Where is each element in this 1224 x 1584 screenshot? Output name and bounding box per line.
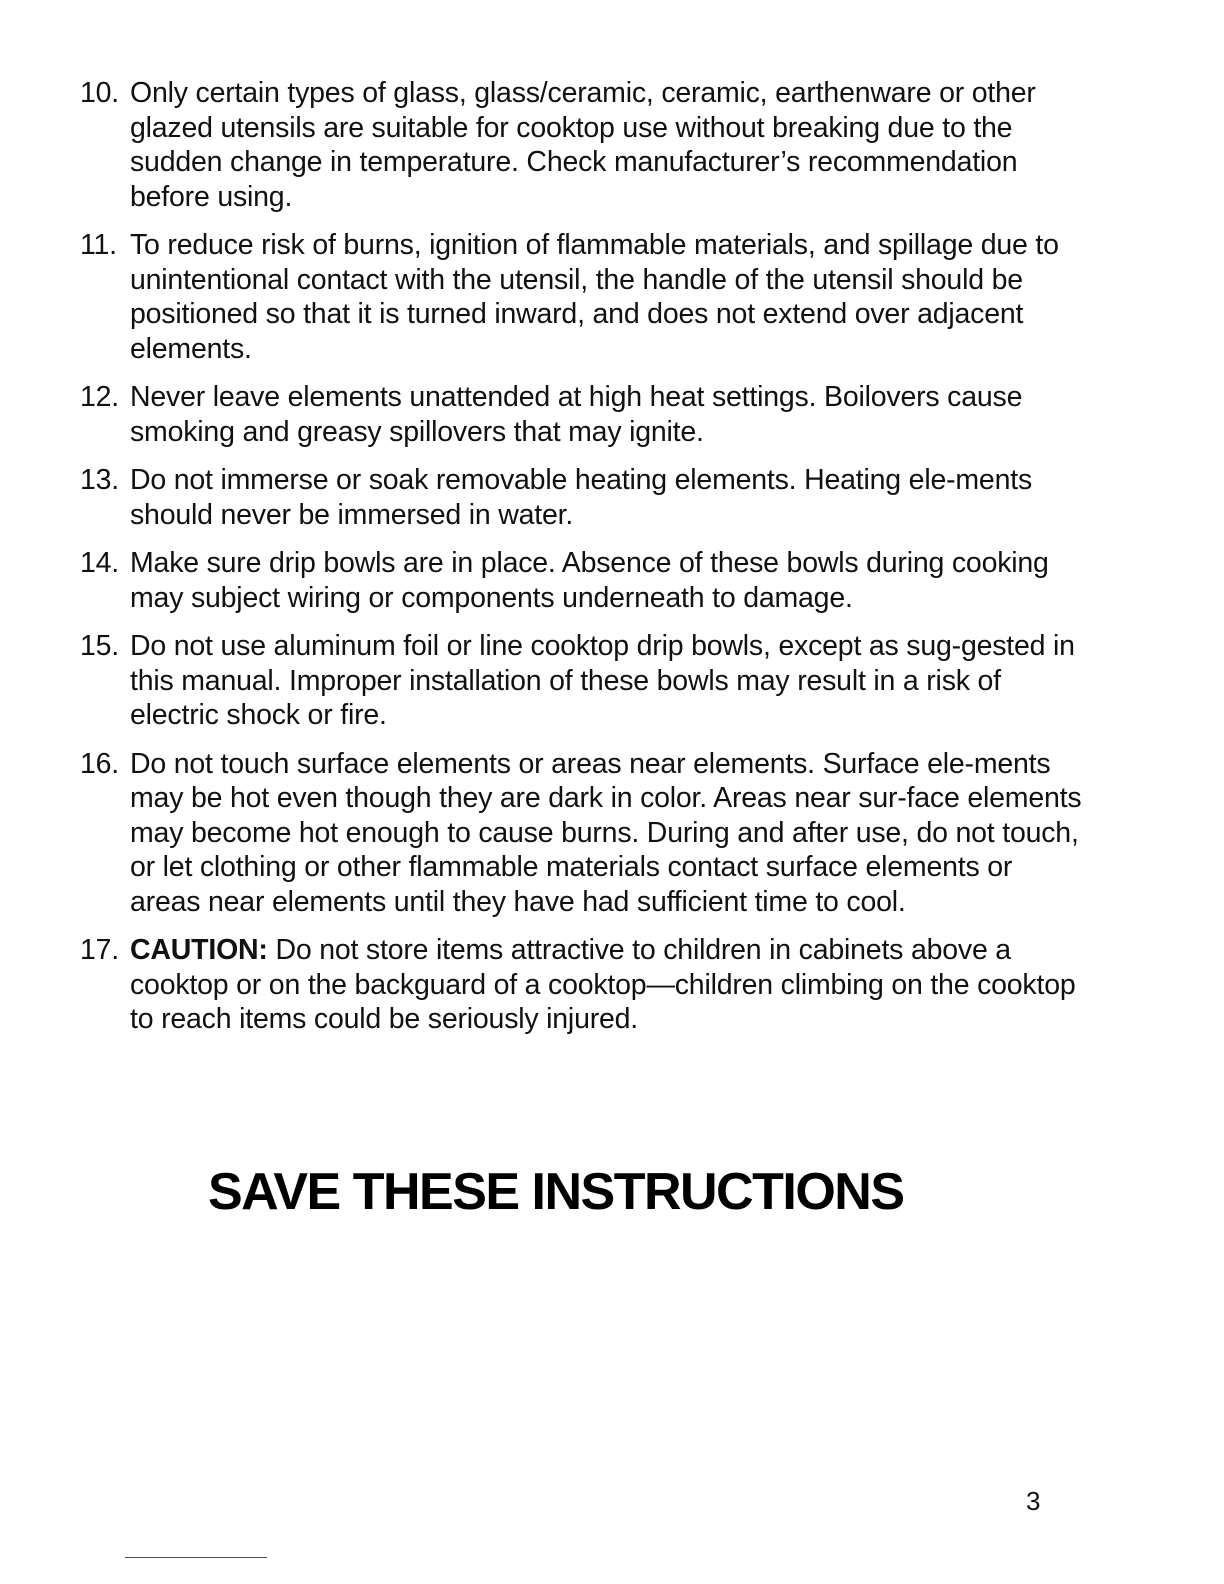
list-item: [80, 228, 1090, 366]
item-number: 13.: [80, 464, 120, 496]
caution-label: CAUTION:: [130, 934, 268, 966]
list-item: [80, 380, 1090, 449]
item-number: 11.: [80, 229, 117, 261]
save-instructions-heading: SAVE THESE INSTRUCTIONS: [208, 1163, 904, 1221]
item-text: To reduce risk of burns, ignition of flammable materials, and spillage due to unintentional contact with the utensil, the handle of the utensil should be positioned so that it is turned inward, and does not extend over adjacent elements.: [130, 229, 1059, 365]
item-text: Do not store items attractive to children in cabinets above a cooktop or on the backguard of a cooktop—children climbing on the cooktop to reach items could be seriously injured.: [130, 934, 1076, 1035]
item-number: 10.: [80, 77, 120, 109]
list-item: [80, 747, 1090, 920]
item-text-container: [130, 933, 1090, 1037]
item-text: Never leave elements unattended at high heat settings. Boilovers cause smoking and greasy spillovers that may ignite.: [130, 381, 1023, 448]
safety-instructions-list: [80, 76, 1090, 1051]
item-number: 16.: [80, 747, 120, 780]
list-item: [80, 463, 1090, 532]
list-item: [80, 546, 1090, 615]
item-number: 12.: [80, 381, 120, 413]
item-number: 14.: [80, 547, 120, 579]
item-number: 17.: [80, 934, 120, 966]
item-text: Only certain types of glass, glass/ceramic, ceramic, earthenware or other glazed utensils are suitable for cooktop use without breaking due to the sudden change in temperature. Check manufacturer’s recommendation before using.: [130, 77, 1036, 213]
item-text: Do not touch surface elements or areas near elements. Surface ele-ments may be hot even though they are dark in color. Areas near sur-face elements may become hot enough to cause burns. During and after use, do not touch, or let clothing or other flammable materials contact surface elements or areas near elements until they have had sufficient time to cool.: [130, 747, 1082, 918]
item-text: Do not immerse or soak removable heating elements. Heating ele-ments should never be immersed in water.: [130, 464, 1033, 531]
item-number: 15.: [80, 630, 120, 662]
footer-rule: [125, 1557, 267, 1558]
list-item: [80, 76, 1090, 214]
list-item: [80, 629, 1090, 733]
item-text: Do not use aluminum foil or line cooktop drip bowls, except as sug-gested in this manual. Improper installation of these bowls may result in a risk of electric shock or fire.: [130, 630, 1075, 731]
item-text: Make sure drip bowls are in place. Absence of these bowls during cooking may subject wiring or components underneath to damage.: [130, 547, 1049, 614]
page-number: 3: [1026, 1486, 1041, 1516]
list-item-caution: [80, 933, 1090, 1037]
